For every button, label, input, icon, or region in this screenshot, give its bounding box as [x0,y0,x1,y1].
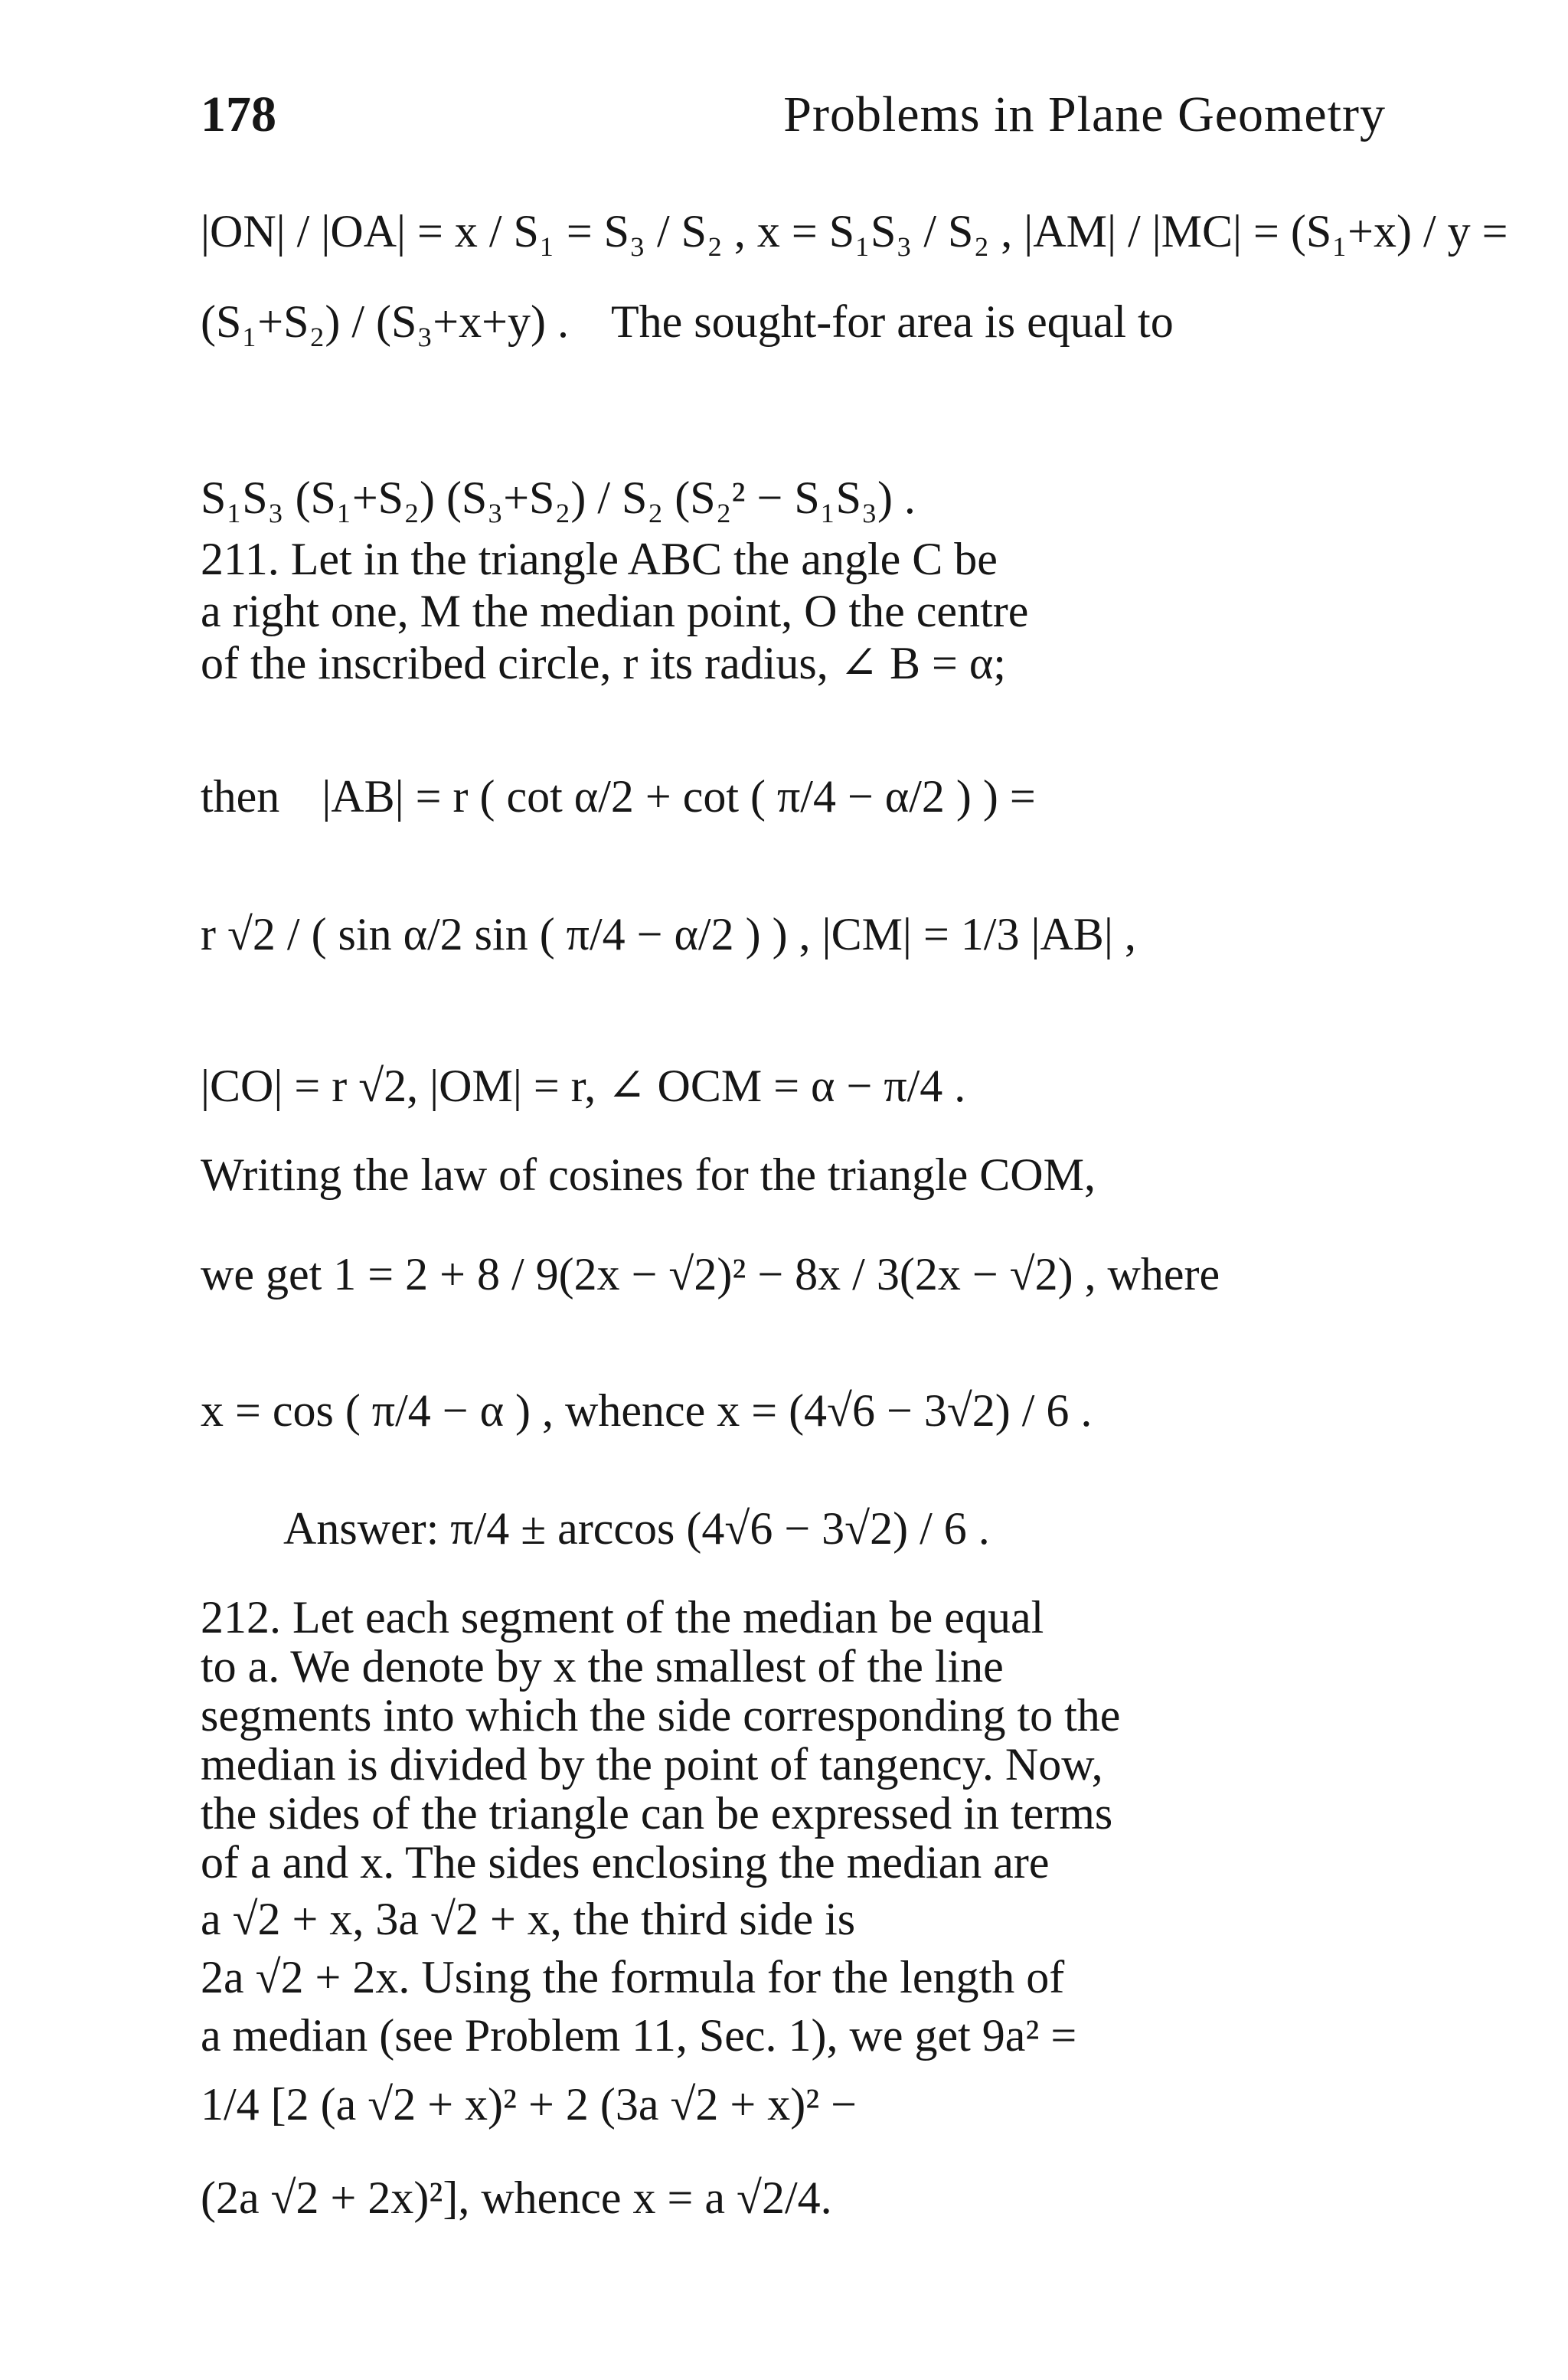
ab-formula-line: then |AB| = r ( cot α/2 + cot ( π/4 − α/2 ) ) = [201,771,1036,822]
cosine-equation: we get 1 = 2 + 8 / 9(2x − √2)² − 8x / 3(2x − √2) , where [201,1249,1220,1300]
problem-211-line-3: of the inscribed circle, r its radius, ∠ B = α; [201,638,1006,688]
area-sentence: The sought-for area is equal to [610,296,1174,347]
law-of-cosines-sentence: Writing the law of cosines for the triangle COM, [201,1149,1096,1200]
problem-212-line-2: to a. We denote by x the smallest of the line [201,1641,1004,1692]
problem-211-line-2: a right one, M the median point, O the centre [201,586,1029,636]
x-definition: x = cos ( π/4 − α ) , whence x = (4√6 − 3√2) / 6 . [201,1385,1093,1436]
ab-result-formula: r √2 / ( sin α/2 sin ( π/4 − α/2 ) ) , |CM| = 1/3 |AB| , [201,909,1136,960]
ratios-formula: |ON| / |OA| = x / S₁ = S₃ / S₂ , x = S₁S₃ / S₂ , |AM| / |MC| = (S₁+x) / y = [201,206,1508,257]
answer-211: Answer: π/4 ± arccos (4√6 − 3√2) / 6 . [283,1503,990,1554]
problem-212-line-6: of a and x. The sides enclosing the median are [201,1837,1050,1888]
running-title: Problems in Plane Geometry [783,87,1386,142]
co-om-formula: |CO| = r √2, |OM| = r, ∠ OCM = α − π/4 . [201,1061,966,1111]
page-number: 178 [201,87,276,142]
problem-212-line-8: 2a √2 + 2x. Using the formula for the length of [201,1952,1065,2002]
then-word: then [201,771,280,822]
area-formula: S₁S₃ (S₁+S₂) (S₃+S₂) / S₂ (S₂² − S₁S₃) . [201,472,916,523]
problem-212-line-10: 1/4 [2 (a √2 + x)² + 2 (3a √2 + x)² − [201,2079,858,2130]
problem-212-line-9: a median (see Problem 11, Sec. 1), we get 9a² = [201,2010,1077,2061]
problem-212-line-4: median is divided by the point of tangency. Now, [201,1739,1103,1790]
problem-212-line-3: segments into which the side corresponding to the [201,1690,1121,1741]
problem-212-line-1: 212. Let each segment of the median be equal [201,1592,1044,1643]
problem-212-line-5: the sides of the triangle can be expressed in terms [201,1788,1113,1839]
problem-211-line-1: 211. Let in the triangle ABC the angle C be [201,534,998,584]
ratio-continuation-formula: (S₁+S₂) / (S₃+x+y) . The sought-for area is equal to [201,296,1174,347]
problem-212-line-11: (2a √2 + 2x)²], whence x = a √2/4. [201,2172,832,2223]
problem-212-line-7: a √2 + x, 3a √2 + x, the third side is [201,1894,856,1944]
